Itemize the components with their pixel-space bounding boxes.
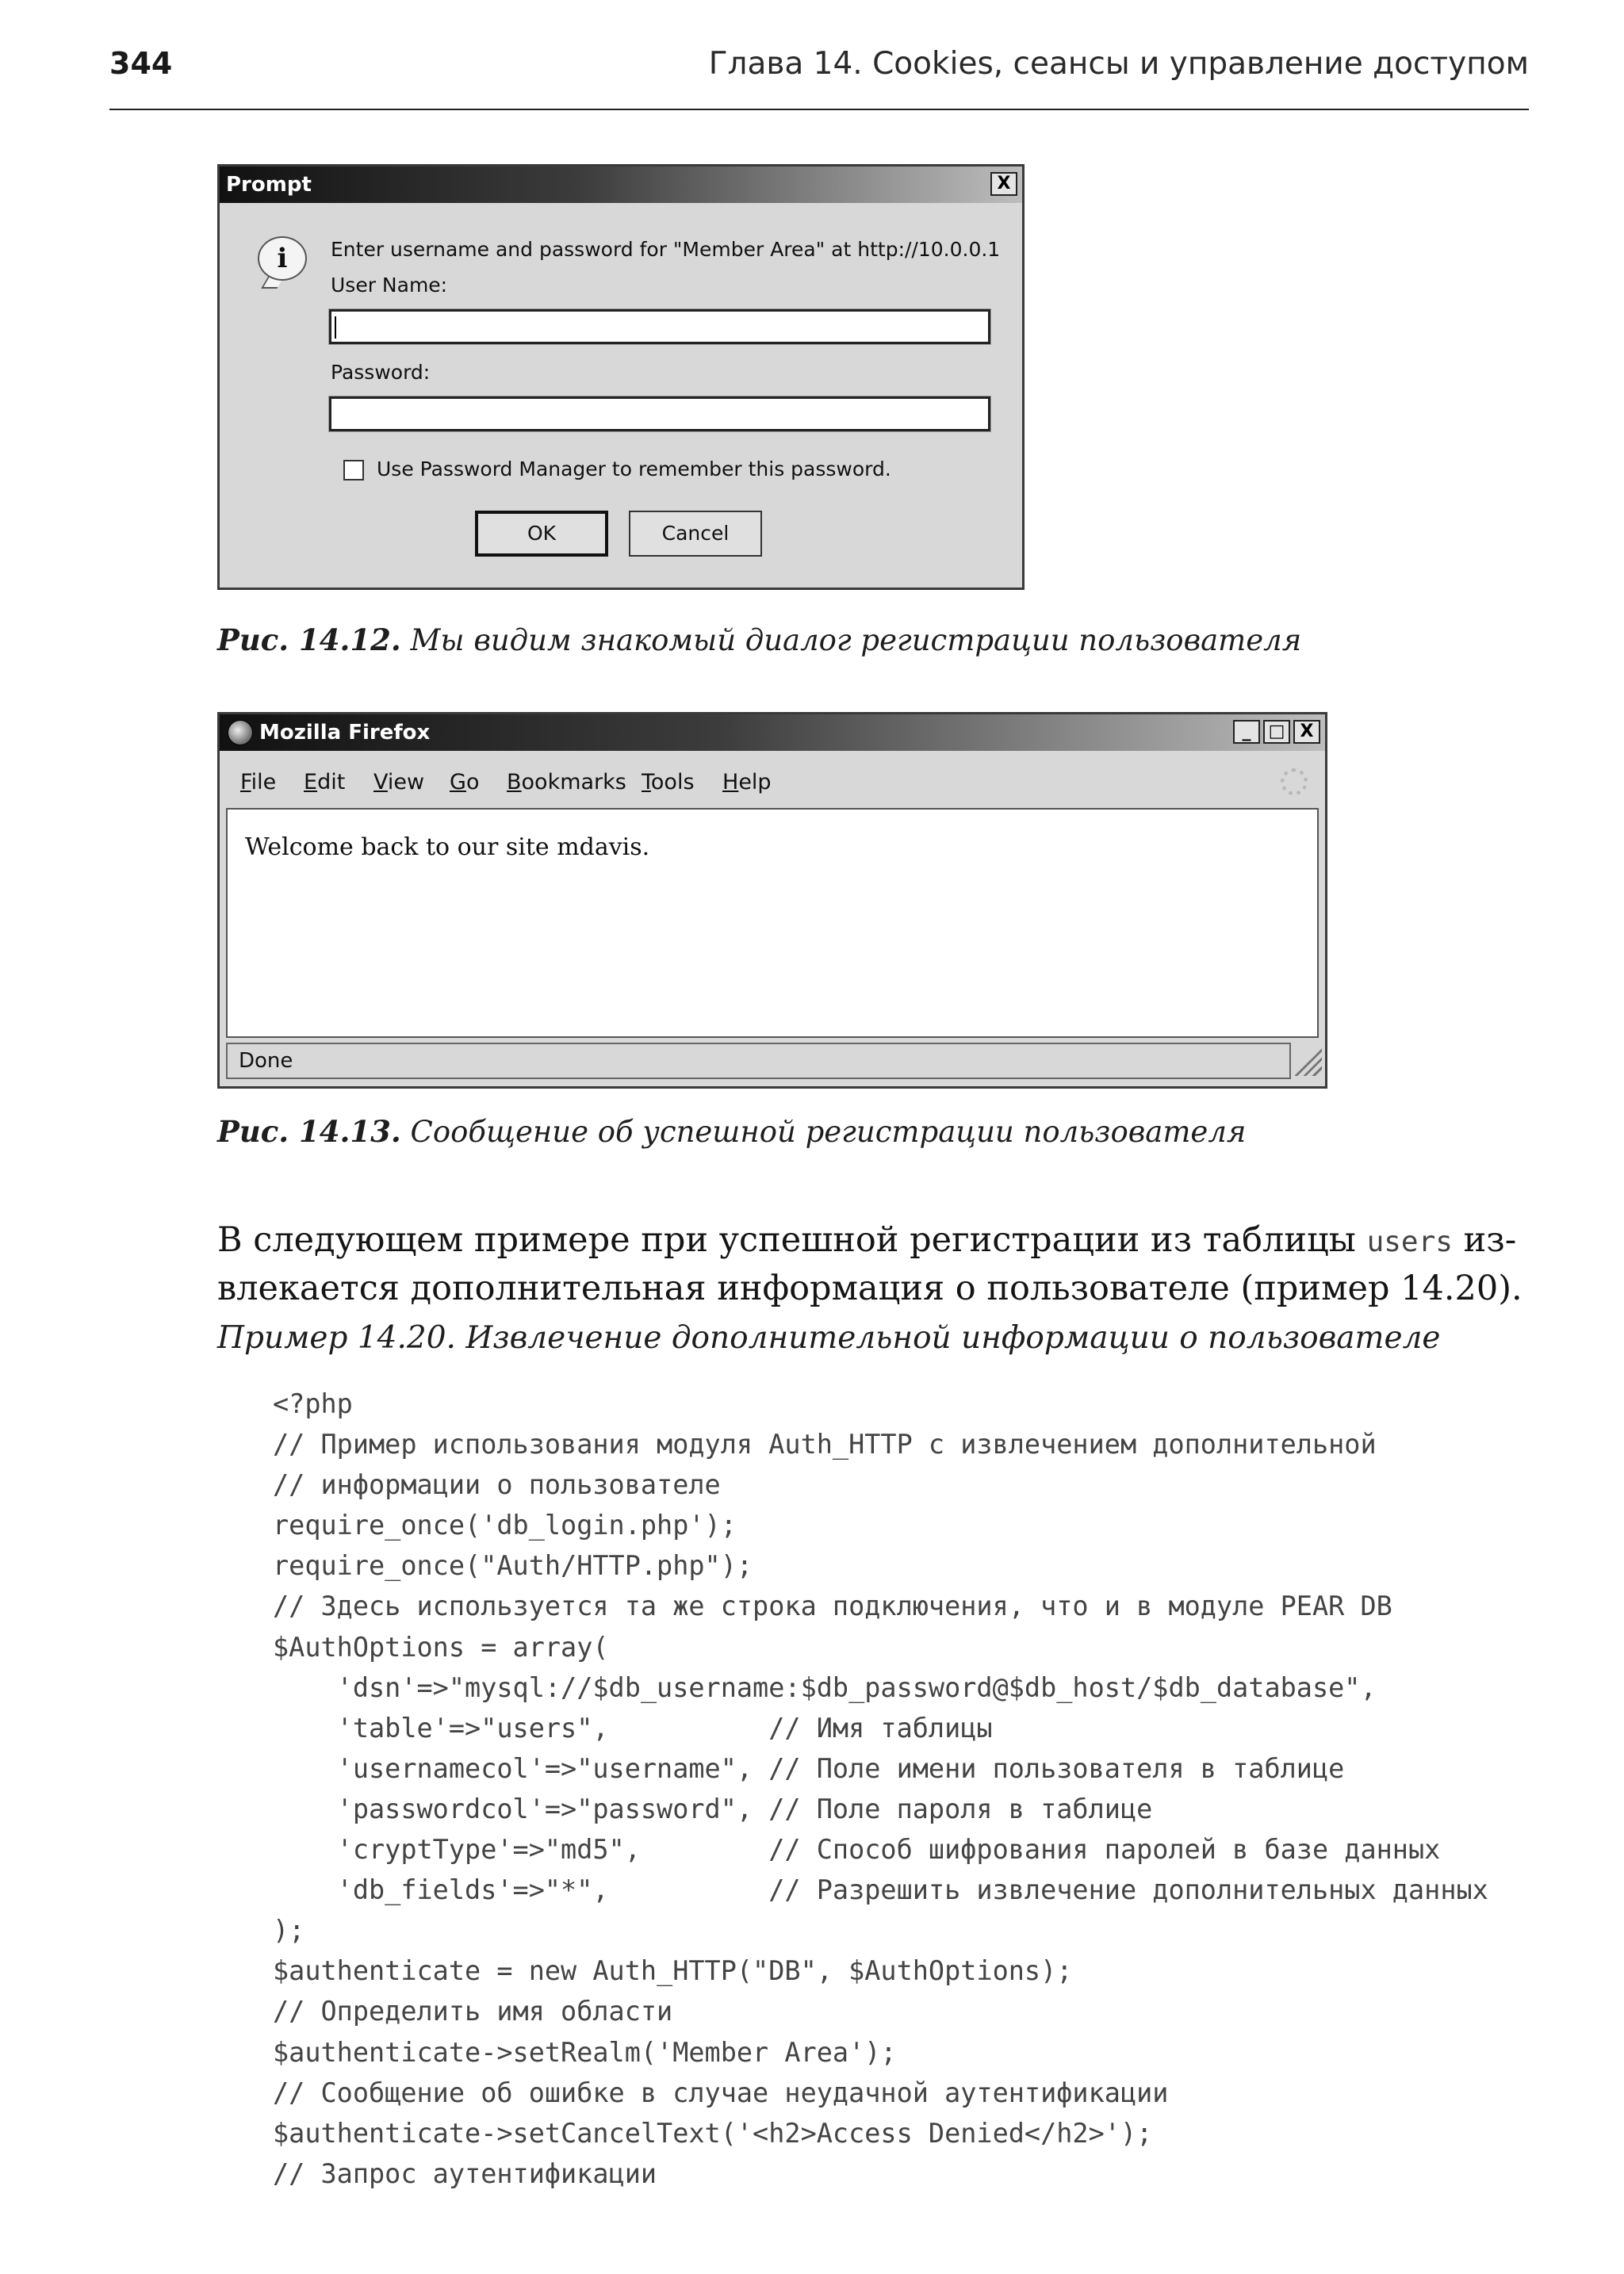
- figure-caption-14-13: [217, 1114, 1246, 1149]
- menu-go[interactable]: Go: [450, 770, 480, 794]
- firefox-window: [217, 712, 1327, 1089]
- code-line: // информации о пользователе: [273, 1469, 721, 1501]
- code-line: // Запрос аутентификации: [273, 2157, 657, 2189]
- username-input[interactable]: [329, 309, 990, 344]
- password-input[interactable]: [329, 396, 990, 431]
- paragraph-line-2: влекается дополнительная информация о пользователе (пример 14.20).: [217, 1269, 1522, 1308]
- code-line: $authenticate->setCancelText('<h2>Access Denied</h2>');: [273, 2117, 1153, 2149]
- status-bar: [226, 1043, 1291, 1079]
- remember-password-checkbox[interactable]: [343, 460, 364, 480]
- code-line: <?php: [273, 1388, 353, 1419]
- page-number: 344: [109, 46, 173, 81]
- firefox-title: Mozilla Firefox: [259, 721, 431, 745]
- close-button[interactable]: [990, 172, 1017, 196]
- maximize-icon: □: [1268, 722, 1285, 741]
- figure-text: Мы видим знакомый диалог регистрации пользователя: [410, 623, 1302, 657]
- throbber-icon: [1281, 768, 1308, 795]
- code-line: $authenticate = new Auth_HTTP("DB", $AuthOptions);: [273, 1955, 1073, 1987]
- close-button[interactable]: [1293, 720, 1320, 744]
- code-line: require_once('db_login.php');: [273, 1510, 737, 1541]
- minimize-icon: _: [1242, 722, 1251, 741]
- info-icon: i: [258, 236, 307, 281]
- menu-bookmarks[interactable]: Bookmarks: [507, 770, 626, 794]
- chapter-title: Глава 14. Cookies, сеансы и управление доступом: [708, 46, 1529, 82]
- minimize-button[interactable]: [1233, 720, 1260, 744]
- close-icon: X: [997, 174, 1011, 193]
- figure-number: Рис. 14.13.: [217, 1114, 401, 1149]
- paragraph-line-1: В следующем примере при успешной регистрации из таблицы users из-: [217, 1220, 1517, 1260]
- body-paragraph: [217, 1217, 1534, 1311]
- password-label: Password:: [331, 361, 431, 384]
- code-line: 'usernamecol'=>"username", // Поле имени пользователя в таблице: [273, 1752, 1345, 1784]
- code-line: // Сообщение об ошибке в случае неудачной аутентификации: [273, 2077, 1169, 2108]
- menu-tools[interactable]: Tools: [642, 770, 695, 794]
- menu-view[interactable]: View: [373, 770, 425, 794]
- code-listing: [273, 1384, 1488, 2194]
- welcome-message: Welcome back to our site mdavis.: [245, 833, 650, 861]
- prompt-dialog: [217, 164, 1025, 590]
- code-line: 'passwordcol'=>"password", // Поле пароля в таблице: [273, 1793, 1153, 1824]
- text-caret: [335, 316, 336, 339]
- resize-grip-icon[interactable]: [1295, 1047, 1322, 1076]
- browser-content: [226, 808, 1319, 1038]
- code-line: 'table'=>"users", // Имя таблицы: [273, 1712, 993, 1744]
- code-line: $authenticate->setRealm('Member Area');: [273, 2036, 897, 2068]
- status-text: Done: [239, 1049, 293, 1073]
- code-line: $AuthOptions = array(: [273, 1631, 609, 1663]
- prompt-titlebar: [220, 167, 1022, 203]
- code-line: 'dsn'=>"mysql://$db_username:$db_password@$db_host/$db_database",: [273, 1671, 1377, 1703]
- firefox-logo-icon: [228, 720, 253, 745]
- close-icon: X: [1300, 722, 1314, 741]
- code-line: // Определить имя области: [273, 1996, 673, 2027]
- prompt-message: Enter username and password for "Member Area" at http://10.0.0.1: [331, 238, 1001, 261]
- ok-button[interactable]: OK: [475, 511, 608, 557]
- code-line: );: [273, 1915, 305, 1947]
- code-line: 'cryptType'=>"md5", // Способ шифрования паролей в базе данных: [273, 1834, 1441, 1866]
- menu-file[interactable]: File: [240, 770, 277, 794]
- prompt-title: Prompt: [226, 173, 312, 197]
- figure-caption-14-12: [217, 622, 1301, 657]
- figure-text: Сообщение об успешной регистрации пользователя: [410, 1115, 1247, 1149]
- cancel-button[interactable]: Cancel: [629, 511, 762, 557]
- code-line: // Здесь используется та же строка подключения, что и в модуле PEAR DB: [273, 1591, 1392, 1622]
- inline-code: users: [1366, 1226, 1453, 1258]
- username-label: User Name:: [331, 274, 448, 297]
- remember-password-label: Use Password Manager to remember this password.: [377, 457, 891, 480]
- maximize-button[interactable]: [1263, 720, 1290, 744]
- code-line: // Пример использования модуля Auth_HTTP с извлечением дополнительной: [273, 1429, 1377, 1460]
- menu-help[interactable]: Help: [722, 770, 772, 794]
- header-rule: [109, 109, 1529, 110]
- firefox-titlebar: [220, 714, 1325, 751]
- menu-edit[interactable]: Edit: [304, 770, 346, 794]
- example-title: Пример 14.20. Извлечение дополнительной информации о пользователе: [217, 1320, 1441, 1356]
- code-line: require_once("Auth/HTTP.php");: [273, 1550, 753, 1582]
- code-line: 'db_fields'=>"*", // Разрешить извлечение дополнительных данных: [273, 1874, 1488, 1906]
- figure-number: Рис. 14.12.: [217, 622, 401, 657]
